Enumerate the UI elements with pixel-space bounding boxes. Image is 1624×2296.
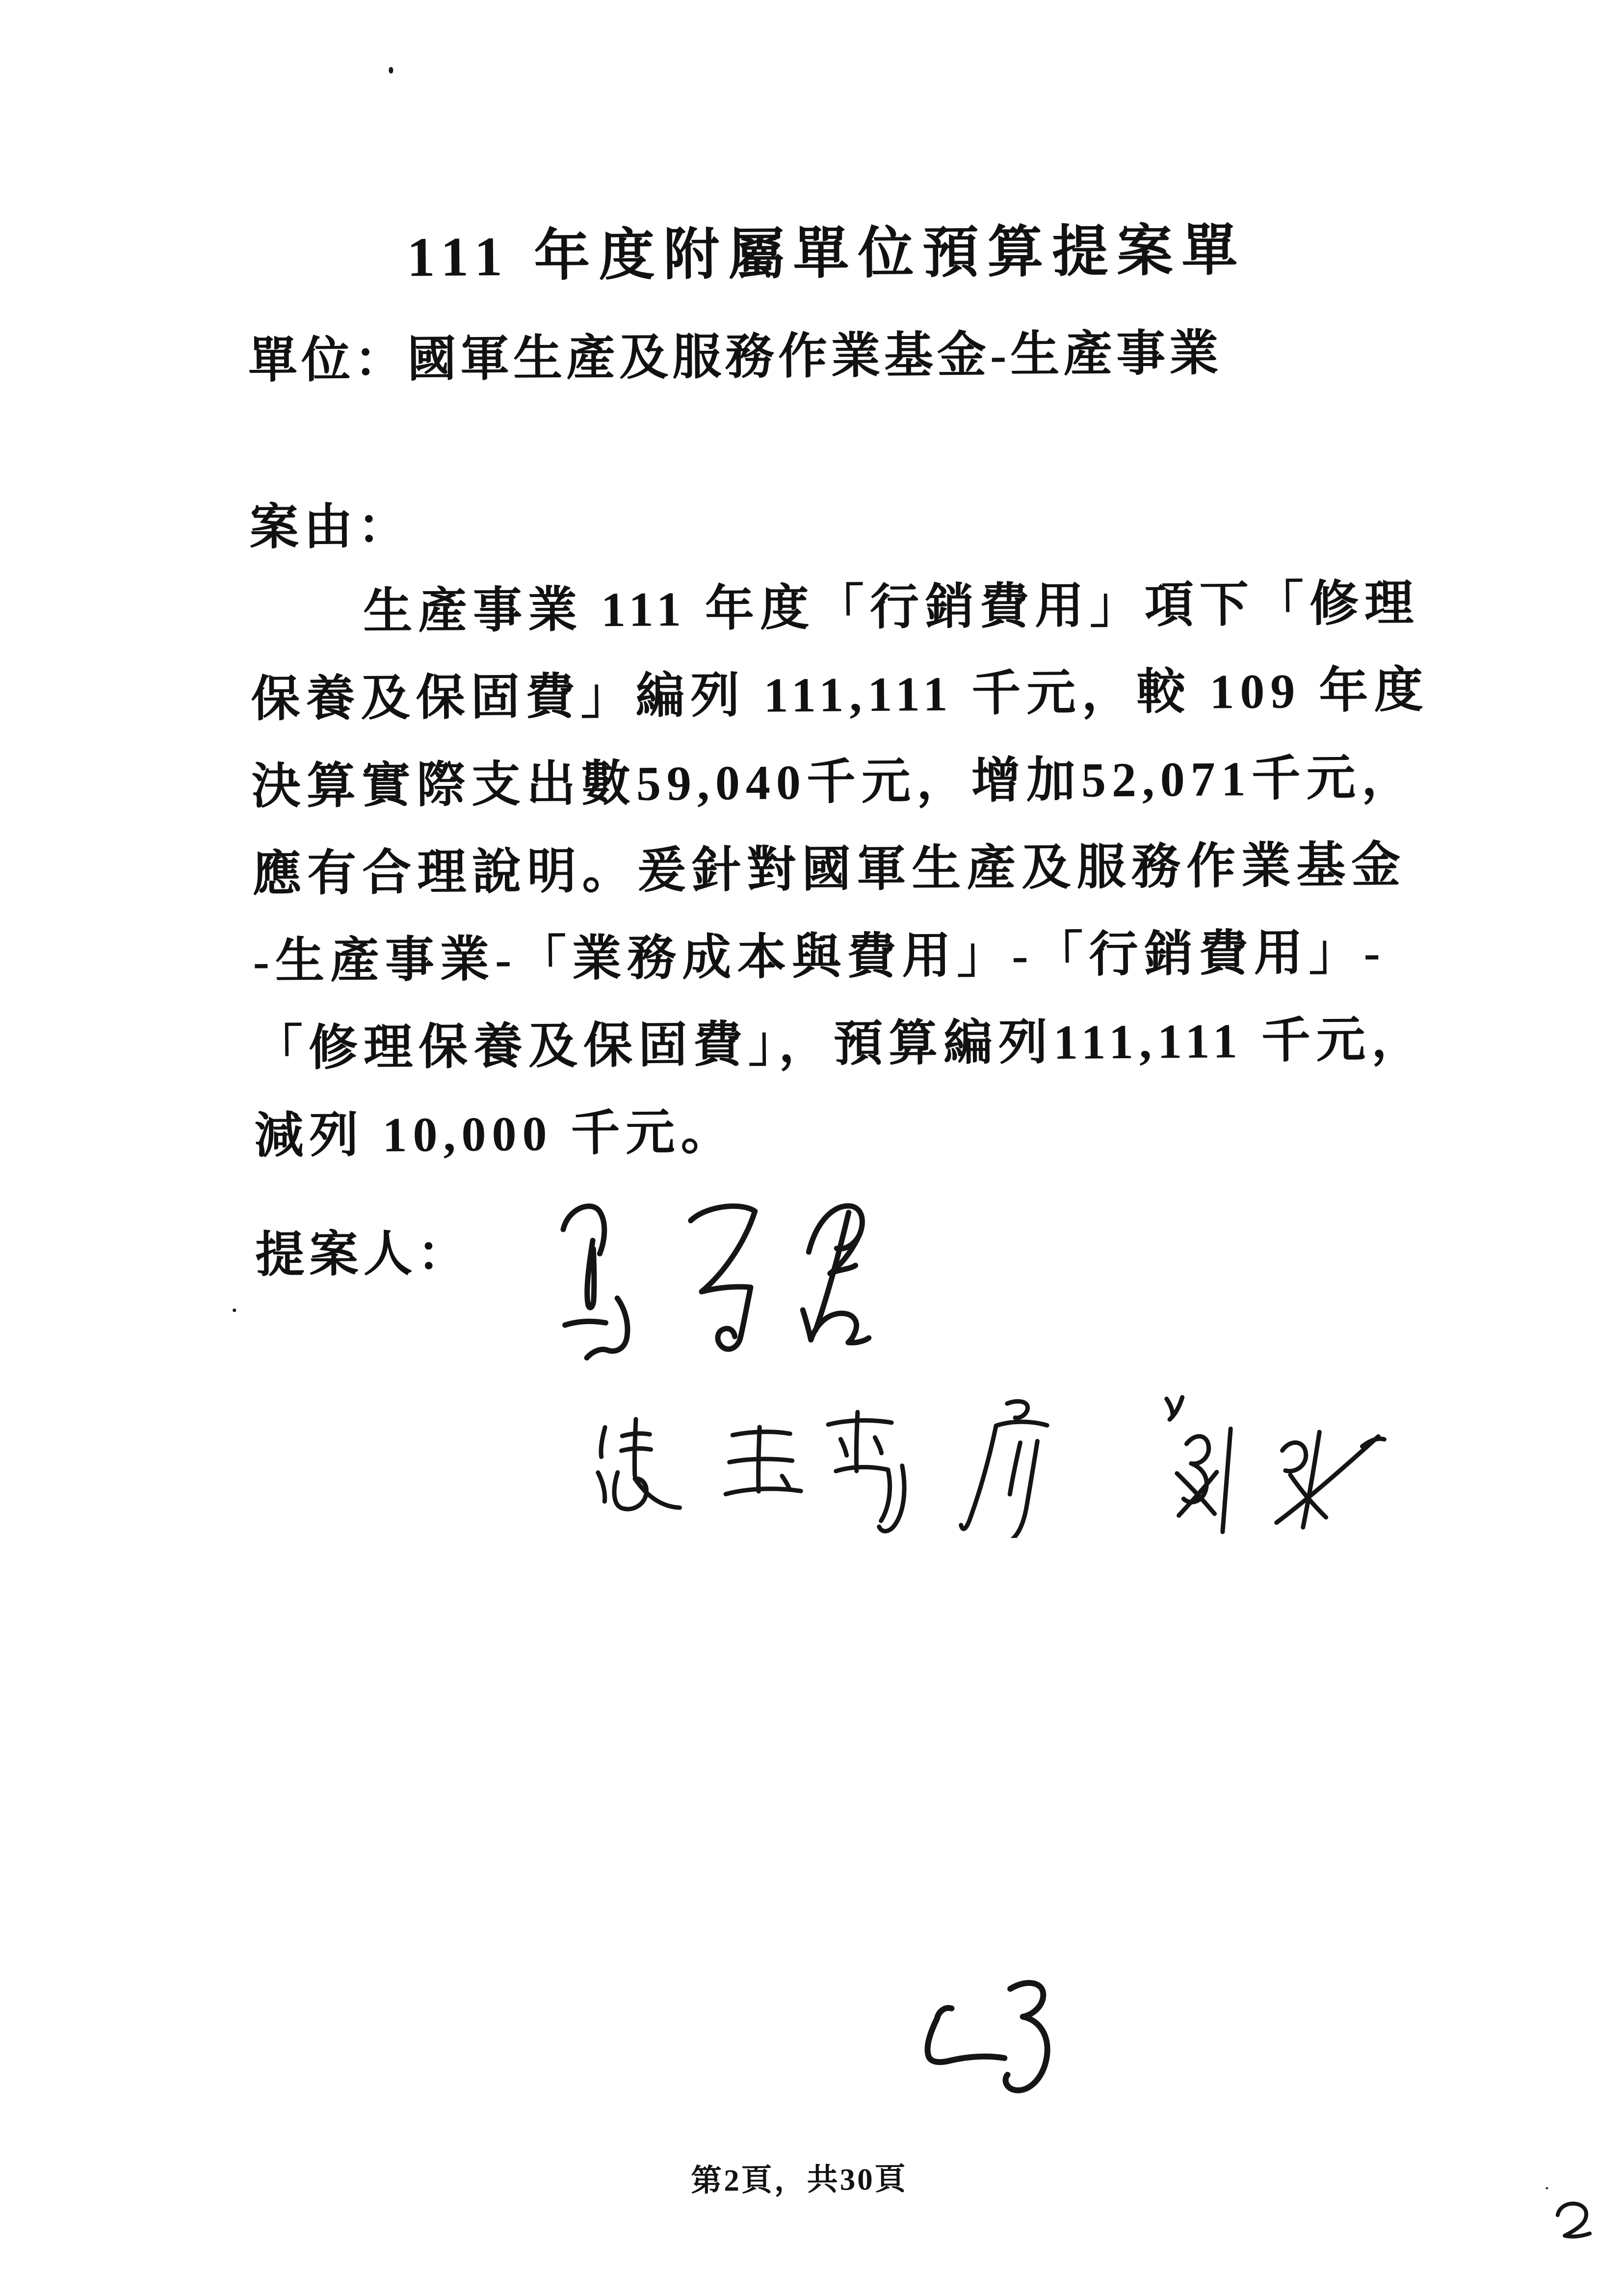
document-title: 111 年度附屬單位預算提案單 — [406, 219, 1247, 288]
signature-strokes — [563, 1393, 1398, 1541]
case-text-line: 生產事業 111 年度「行銷費用」項下「修理 — [363, 576, 1420, 639]
case-text-line: 應有合理說明。爰針對國軍生產及服務作業基金 — [252, 837, 1407, 901]
handwritten-2-strokes — [1550, 2197, 1599, 2242]
case-text-line: 決算實際支出數59,040千元，增加52,071千元， — [251, 750, 1417, 814]
signature-2-strokes — [598, 1412, 905, 1534]
case-text-line: 減列 10,000 千元。 — [254, 1105, 736, 1163]
signature-3-strokes — [960, 1396, 1385, 1540]
case-text-line: 保養及保固費」編列 111,111 千元，較 109 年度 — [251, 663, 1429, 727]
case-text-line: -生產事業-「業務成本與費用」-「行銷費用」- — [253, 925, 1387, 989]
scan-artifact-dot — [1577, 2226, 1580, 2228]
case-subject-label: 案由： — [249, 499, 412, 555]
signature-strokes — [534, 1192, 874, 1381]
handwritten-signature-row — [563, 1393, 1398, 1541]
scan-artifact-dot — [1545, 2187, 1548, 2189]
handwritten-corner-number — [1550, 2197, 1599, 2242]
page-footer: 第2頁，共30頁 — [690, 2162, 908, 2198]
handwritten-page-mark — [882, 1968, 1079, 2109]
case-text-line: 「修理保養及保固費」，預算編列111,111 千元， — [253, 1012, 1427, 1076]
scan-artifact-dot — [233, 1308, 236, 1312]
unit-line: 單位：國軍生產及服務作業基金-生產事業 — [248, 326, 1223, 388]
scan-artifact-dot — [389, 67, 393, 74]
handwritten-23-strokes — [882, 1968, 1079, 2109]
proposer-label: 提案人： — [255, 1226, 471, 1282]
handwritten-signature-1 — [534, 1192, 874, 1381]
